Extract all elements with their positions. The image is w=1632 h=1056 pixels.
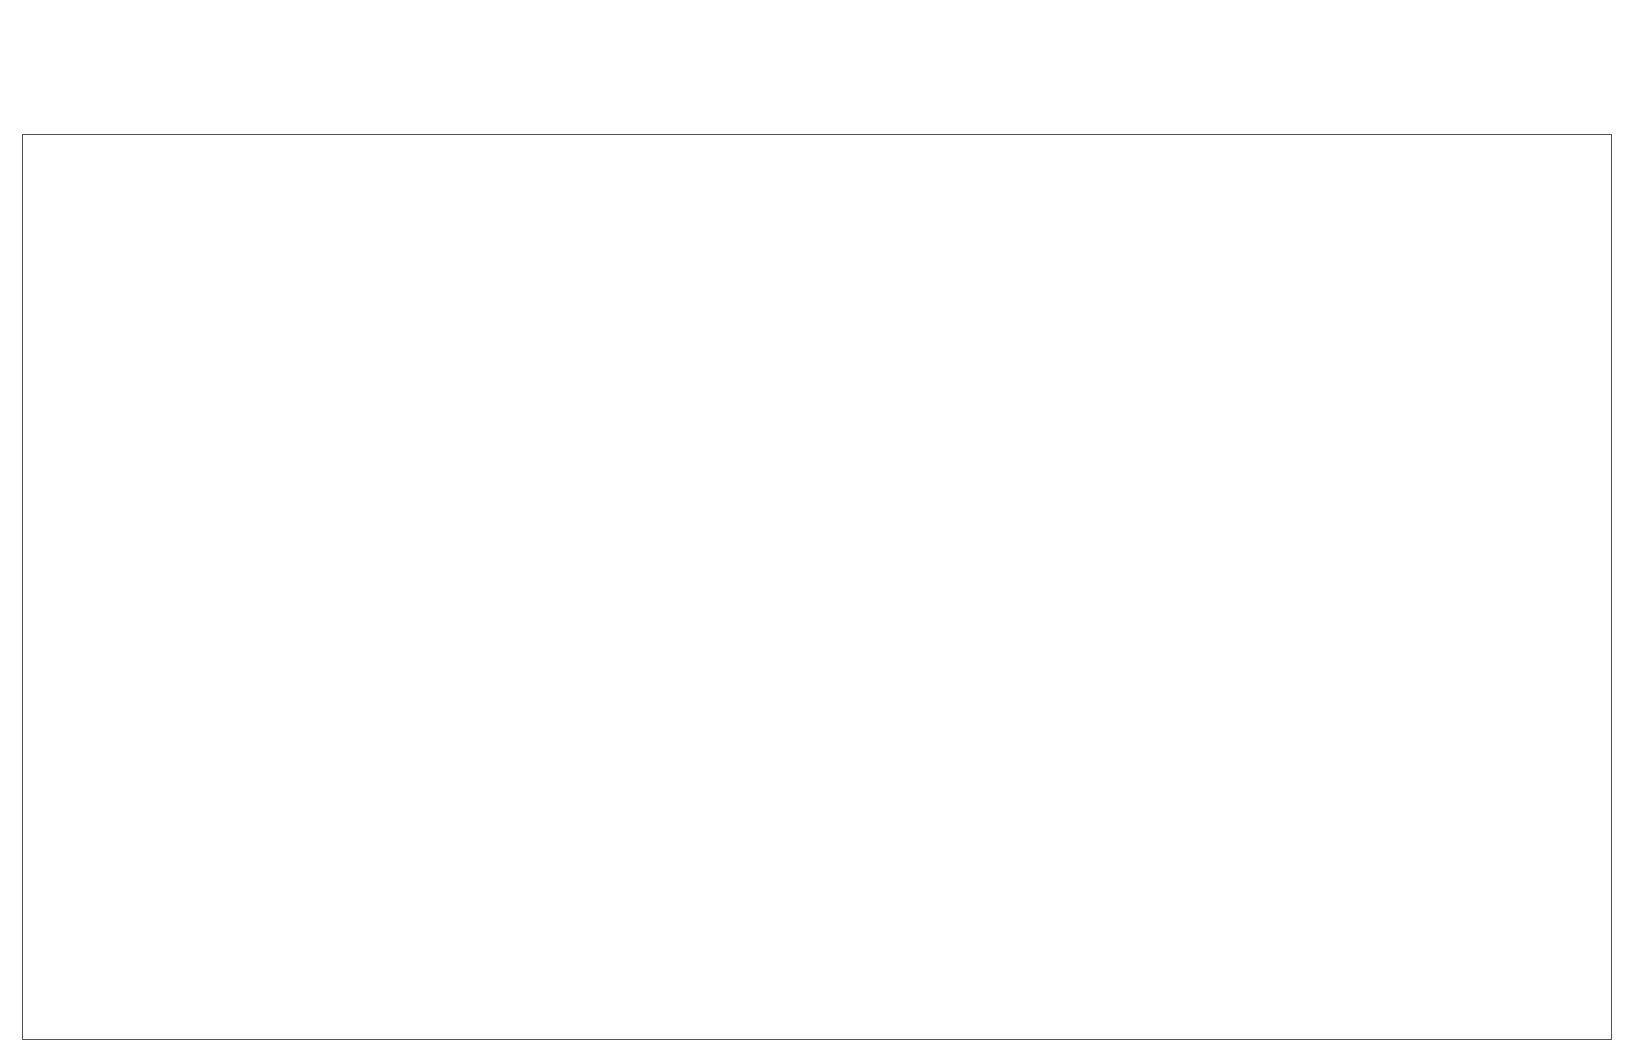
calendar-grid [22, 134, 1612, 1040]
legend [866, 20, 1616, 100]
